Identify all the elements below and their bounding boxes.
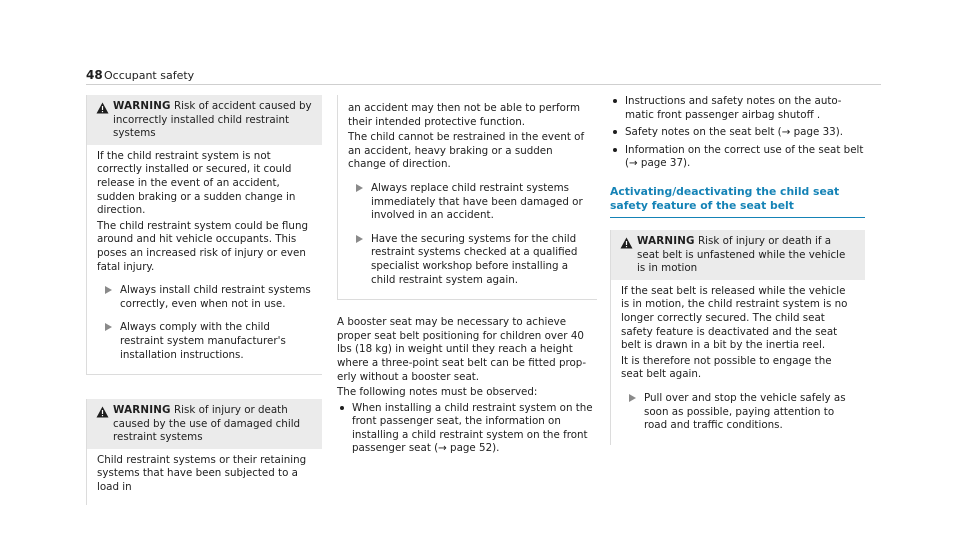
warning-paragraph: Child restraint systems or their retaining systems that have been subjected to a load in (97, 453, 307, 494)
bullet-text: Instructions and safety notes on the automatic front passenger airbag shutoff . (625, 95, 842, 121)
warning-paragraph: It is therefore not possible to engage the seat belt again. (621, 354, 832, 381)
bullet-item (610, 144, 865, 171)
warning-label: WARNING (637, 234, 695, 247)
warning-title: Risk of accident caused by incorrectly installed child restraint systems (113, 100, 312, 140)
warning-box-accident (86, 95, 322, 375)
bullet-text: Information on the correct use of the seat belt (→ page 37). (625, 143, 864, 170)
warning-header (87, 399, 322, 449)
bullet-dot (340, 406, 344, 410)
warning-paragraph: If the seat belt is released while the vehicle is in motion, the child restraint system is no longer correctly secured. The child seat safety feature is deactivated and the seat belt is drawn in a bit by the inertia reel. (621, 284, 848, 352)
bullet-text: When installing a child restraint system on the front passenger seat, the information on installing a child restraint system on the front passenger seat (→ page 52). (352, 401, 593, 455)
action-arrow-icon (105, 286, 112, 294)
action-text: Pull over and stop the vehicle safely as soon as possible, paying attention to road and traffic conditions. (644, 391, 846, 432)
reference-list (610, 95, 865, 171)
action-item (621, 392, 855, 433)
action-arrow-icon (105, 323, 112, 331)
body-paragraph: A booster seat may be necessary to achieve proper seat belt positioning for children over 40 lbs (18 kg) in weight until they reach a height where a three-point seat belt can be fitted properly without a booster seat. (337, 316, 587, 383)
warning-title: Risk of injury or death if a seat belt is unfastened while the vehicle is in motion (637, 234, 846, 275)
column-right (610, 95, 865, 445)
warning-box-damaged (86, 399, 322, 505)
warning-continuation (337, 95, 597, 300)
action-arrow-icon (629, 394, 636, 402)
bullet-item (337, 402, 597, 456)
action-text: Always comply with the child restraint system manufacturer's installation instructions. (120, 321, 286, 361)
bullet-text: Safety notes on the seat belt (→ page 33). (625, 126, 843, 139)
bullet-dot (613, 130, 617, 134)
action-text: Always replace child restraint systems immediately that have been damaged or involved in an accident. (371, 181, 583, 222)
action-item (348, 182, 587, 223)
warning-label: WARNING (113, 404, 171, 417)
warning-triangle-icon (96, 102, 109, 114)
warning-paragraph: The child cannot be restrained in the event of an accident, heavy braking or a sudden change of direction. (348, 131, 585, 171)
header-divider (86, 84, 881, 85)
column-left (86, 95, 322, 505)
subsection-heading: Activating/deactivating the child seat safety feature of the seat belt (610, 185, 865, 218)
action-arrow-icon (356, 235, 363, 243)
warning-paragraph: an accident may then not be able to perform their intended protective function. (348, 102, 581, 128)
action-arrow-icon (356, 184, 363, 192)
warning-body (611, 280, 865, 445)
warning-label: WARNING (113, 100, 171, 112)
warning-box-seatbelt (610, 230, 865, 445)
action-text: Always install child restraint systems correctly, even when not in use. (120, 284, 311, 310)
warning-title: Risk of injury or death caused by the use of damaged child restraint systems (113, 404, 301, 444)
booster-seat-text (337, 316, 597, 456)
bullet-item (610, 95, 865, 122)
bullet-item (610, 126, 865, 140)
warning-triangle-icon (620, 237, 633, 249)
warning-body (87, 145, 322, 374)
warning-paragraph: If the child restraint system is not correctly installed or secured, it could release in the event of an accident, sudden braking or a sudden change in direction. (97, 149, 296, 217)
action-item (97, 284, 312, 311)
warning-header (611, 230, 865, 280)
column-middle (337, 95, 597, 460)
warning-body (87, 449, 322, 505)
bullet-dot (613, 148, 617, 152)
action-item (348, 233, 587, 287)
page-number: 48 (86, 68, 103, 82)
warning-triangle-icon (96, 406, 109, 418)
action-item (97, 321, 312, 362)
warning-header (87, 95, 322, 145)
section-title: Occupant safety (104, 69, 195, 82)
body-paragraph: The following notes must be observed: (337, 386, 538, 399)
action-text: Have the securing systems for the child restraint systems checked at a qualified specialist workshop before installing a child restraint system again. (371, 232, 578, 286)
warning-paragraph: The child restraint system could be flung around and hit vehicle occupants. This poses an increased risk of injury or even fatal injury. (97, 219, 309, 273)
bullet-dot (613, 99, 617, 103)
